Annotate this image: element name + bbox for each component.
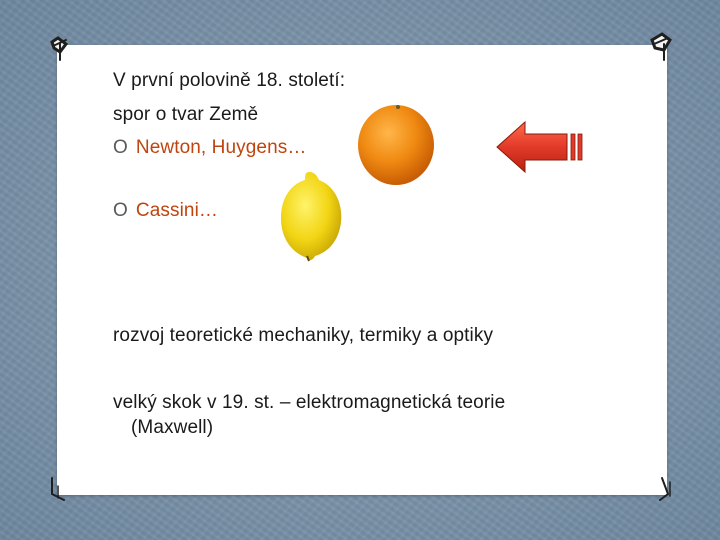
bullet-item-cassini — [113, 200, 218, 222]
bullet-item-newton — [113, 137, 306, 159]
paragraph-maxwell-line-2: (Maxwell) — [131, 417, 214, 438]
paragraph-mechanics: rozvoj teoretické mechaniky, termiky a optiky — [113, 325, 494, 346]
lemon-image — [275, 168, 347, 264]
bullet-marker: O — [113, 137, 128, 158]
heading-line-2: spor o tvar Země — [113, 104, 259, 125]
paragraph-maxwell-line-1: velký skok v 19. st. – elektromagnetická teorie — [113, 392, 506, 413]
orange-image — [352, 100, 440, 190]
red-left-arrow-icon — [495, 120, 587, 174]
heading-line-1: V první polovině 18. století: — [113, 70, 346, 91]
bullet-label-newton: Newton, Huygens… — [135, 137, 307, 158]
bullet-marker: O — [113, 200, 128, 221]
bullet-label-cassini: Cassini… — [135, 200, 218, 221]
